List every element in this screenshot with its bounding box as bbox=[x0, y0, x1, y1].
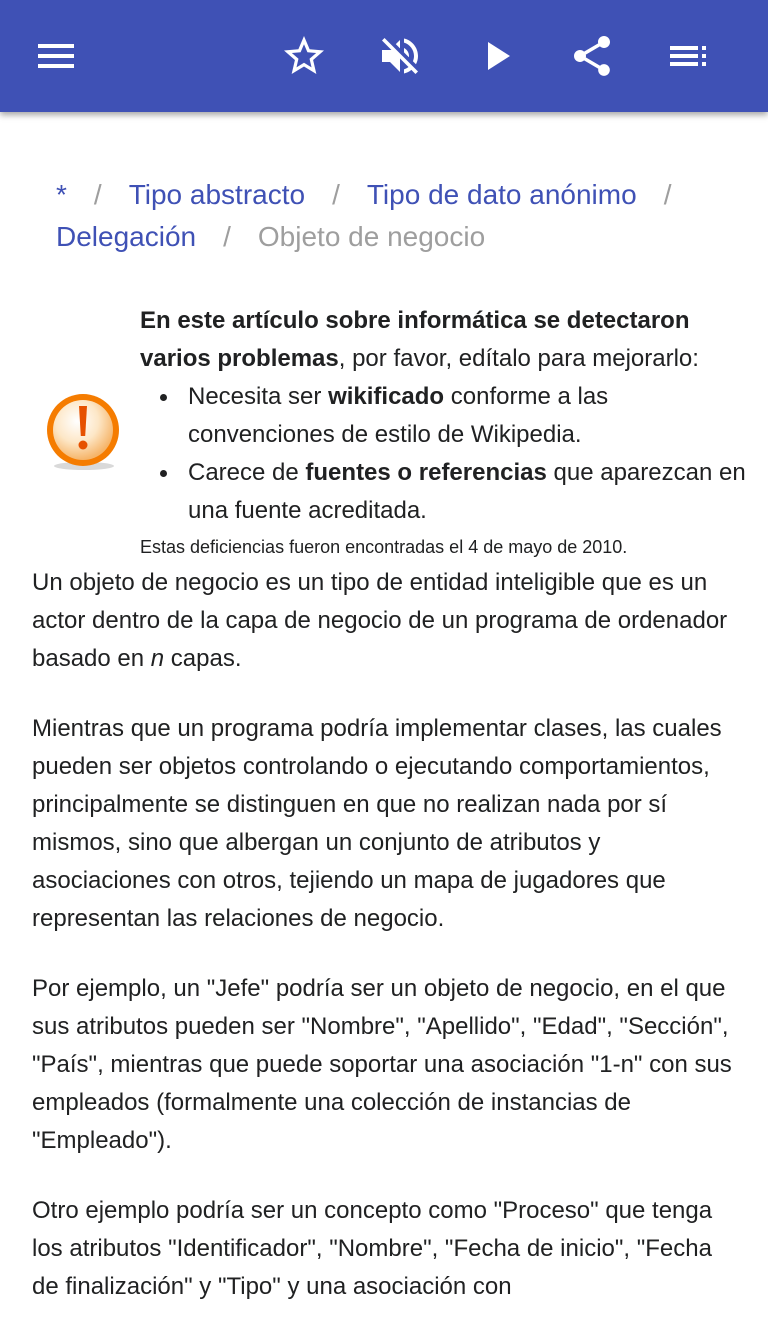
notice-text bbox=[140, 302, 750, 562]
notice-heading bbox=[140, 302, 750, 378]
notice-issue-item bbox=[160, 378, 750, 454]
play-icon bbox=[472, 32, 520, 80]
share-button[interactable] bbox=[556, 20, 628, 92]
breadcrumb bbox=[56, 174, 746, 258]
breadcrumb-separator: / bbox=[663, 179, 672, 210]
paragraph-text: capas. bbox=[164, 645, 242, 672]
notice-footer: Estas deficiencias fueron encontradas el 4 de mayo de 2010. bbox=[140, 537, 628, 557]
notice-issue-link[interactable]: fuentes o referencias bbox=[305, 459, 547, 486]
app-bar bbox=[0, 0, 768, 112]
breadcrumb-link-delegacion[interactable]: Delegación bbox=[56, 221, 197, 252]
notice-issue-list bbox=[160, 378, 750, 530]
notice-heading-bold: En este artículo sobre informática se detectaron varios problemas bbox=[140, 307, 690, 372]
breadcrumb-current: Objeto de negocio bbox=[257, 221, 486, 252]
paragraph: Por ejemplo, un "Jefe" podría ser un objeto de negocio, en el que sus atributos pueden ser "Nombre", "Apellido", "Edad", "Sección", "País", mientras que puede soportar una asociación "1-n" con sus empleados (formalmente una colección de instancias de "Empleado"). bbox=[32, 975, 732, 1154]
paragraph: Mientras que un programa podría implementar clases, las cuales pueden ser objetos controlando o ejecutando comportamientos, principalmente se distinguen en que no realizan nada por sí mismos, sino que albergan un conjunto de atributos y asociaciones con otros, tejiendo un mapa de jugadores que representan las relaciones de negocio. bbox=[32, 715, 722, 932]
favorite-button[interactable] bbox=[268, 20, 340, 92]
breadcrumb-separator: / bbox=[93, 179, 102, 210]
breadcrumb-link-tipo-abstracto[interactable]: Tipo abstracto bbox=[128, 179, 306, 210]
menu-button[interactable] bbox=[20, 20, 92, 92]
breadcrumb-separator: / bbox=[332, 179, 340, 210]
paragraph bbox=[32, 564, 736, 678]
menu-icon bbox=[32, 32, 80, 80]
paragraph-emphasis: n bbox=[150, 645, 165, 672]
notice-issue-text: conforme a las convenciones de estilo de Wikipedia. bbox=[188, 383, 609, 448]
play-button[interactable] bbox=[460, 20, 532, 92]
share-icon bbox=[568, 32, 616, 80]
notice-heading-rest: , por favor, edítalo para mejorarlo: bbox=[338, 345, 699, 372]
table-of-contents-button[interactable] bbox=[652, 20, 724, 92]
article-body bbox=[32, 564, 736, 1338]
notice-issue-text: Carece de bbox=[188, 459, 306, 486]
notice-issue-text: que aparezcan en una fuente acreditada. bbox=[188, 459, 746, 524]
article-content bbox=[0, 112, 768, 1300]
breadcrumb-link-root[interactable]: * bbox=[56, 179, 67, 210]
breadcrumb-link-tipo-dato-anonimo[interactable]: Tipo de dato anónimo bbox=[366, 179, 637, 210]
notice-issue-item bbox=[160, 454, 750, 530]
notice-issue-text: Necesita ser bbox=[188, 383, 329, 410]
warning-exclamation-icon bbox=[44, 392, 124, 472]
star-outline-icon bbox=[280, 32, 328, 80]
toc-icon bbox=[664, 32, 712, 80]
maintenance-notice bbox=[0, 302, 768, 562]
paragraph: Otro ejemplo podría ser un concepto como "Proceso" que tenga los atributos "Identificador", "Nombre", "Fecha de inicio", "Fecha de finalización" y "Tipo" y una asociación con bbox=[32, 1197, 713, 1300]
mute-button[interactable] bbox=[364, 20, 436, 92]
notice-issue-link[interactable]: wikificado bbox=[328, 383, 445, 410]
volume-off-icon bbox=[376, 32, 424, 80]
breadcrumb-separator: / bbox=[223, 221, 231, 252]
paragraph-text: Un objeto de negocio es un tipo de entidad inteligible que es un actor dentro de la capa de negocio de un programa de ordenador basado en bbox=[32, 569, 728, 672]
